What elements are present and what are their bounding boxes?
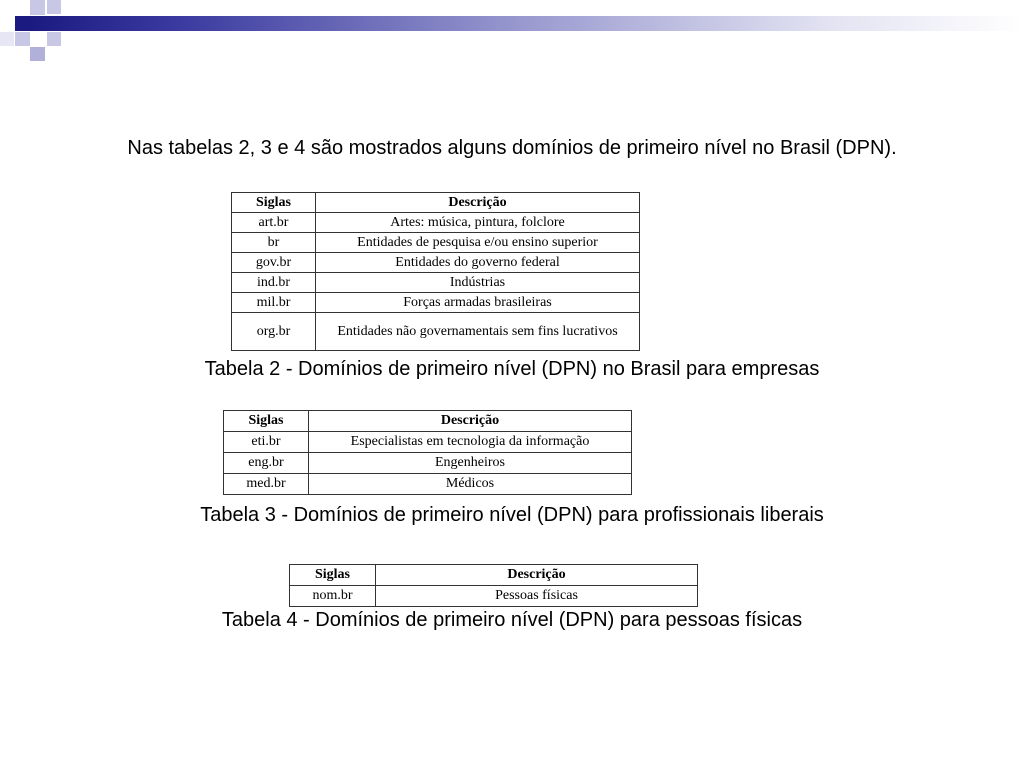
table-2 — [231, 192, 640, 351]
deco-square — [30, 0, 45, 15]
cell-sigla: br — [232, 233, 316, 253]
table-4 — [289, 564, 698, 607]
intro-text: Nas tabelas 2, 3 e 4 são mostrados alguns domínios de primeiro nível no Brasil (DPN). — [127, 137, 897, 159]
deco-square — [15, 32, 30, 46]
table-row — [224, 432, 632, 453]
cell-descricao: Indústrias — [316, 273, 640, 293]
cell-descricao: Pessoas físicas — [376, 586, 698, 607]
table-row — [232, 213, 640, 233]
table-3 — [223, 410, 632, 495]
cell-descricao: Forças armadas brasileiras — [316, 293, 640, 313]
table-row — [232, 293, 640, 313]
table-2-caption: Tabela 2 - Domínios de primeiro nível (DPN) no Brasil para empresas — [204, 358, 820, 380]
col-header-descricao: Descrição — [376, 565, 698, 586]
cell-descricao: Entidades do governo federal — [316, 253, 640, 273]
col-header-siglas: Siglas — [232, 193, 316, 213]
cell-descricao: Entidades não governamentais sem fins lucrativos — [316, 313, 640, 351]
table-row — [224, 474, 632, 495]
cell-sigla: gov.br — [232, 253, 316, 273]
cell-sigla: org.br — [232, 313, 316, 351]
table-row — [224, 453, 632, 474]
deco-square — [30, 47, 45, 61]
cell-sigla: eti.br — [224, 432, 309, 453]
cell-sigla: nom.br — [290, 586, 376, 607]
deco-square — [47, 32, 61, 46]
cell-sigla: mil.br — [232, 293, 316, 313]
table-row — [290, 586, 698, 607]
cell-sigla: eng.br — [224, 453, 309, 474]
deco-square — [15, 16, 30, 31]
col-header-siglas: Siglas — [224, 411, 309, 432]
deco-square — [47, 0, 61, 14]
table-row — [232, 253, 640, 273]
cell-sigla: ind.br — [232, 273, 316, 293]
cell-sigla: art.br — [232, 213, 316, 233]
table-3-caption: Tabela 3 - Domínios de primeiro nível (DPN) para profissionais liberais — [200, 504, 824, 526]
table-4-caption: Tabela 4 - Domínios de primeiro nível (DPN) para pessoas físicas — [221, 609, 803, 631]
cell-descricao: Engenheiros — [309, 453, 632, 474]
col-header-descricao: Descrição — [316, 193, 640, 213]
table-row — [232, 273, 640, 293]
cell-sigla: med.br — [224, 474, 309, 495]
cell-descricao: Especialistas em tecnologia da informação — [309, 432, 632, 453]
cell-descricao: Médicos — [309, 474, 632, 495]
table-row — [232, 233, 640, 253]
cell-descricao: Entidades de pesquisa e/ou ensino superior — [316, 233, 640, 253]
col-header-siglas: Siglas — [290, 565, 376, 586]
cell-descricao: Artes: música, pintura, folclore — [316, 213, 640, 233]
table-row — [232, 313, 640, 351]
header-gradient-band — [30, 16, 1024, 31]
deco-square — [0, 32, 14, 46]
col-header-descricao: Descrição — [309, 411, 632, 432]
